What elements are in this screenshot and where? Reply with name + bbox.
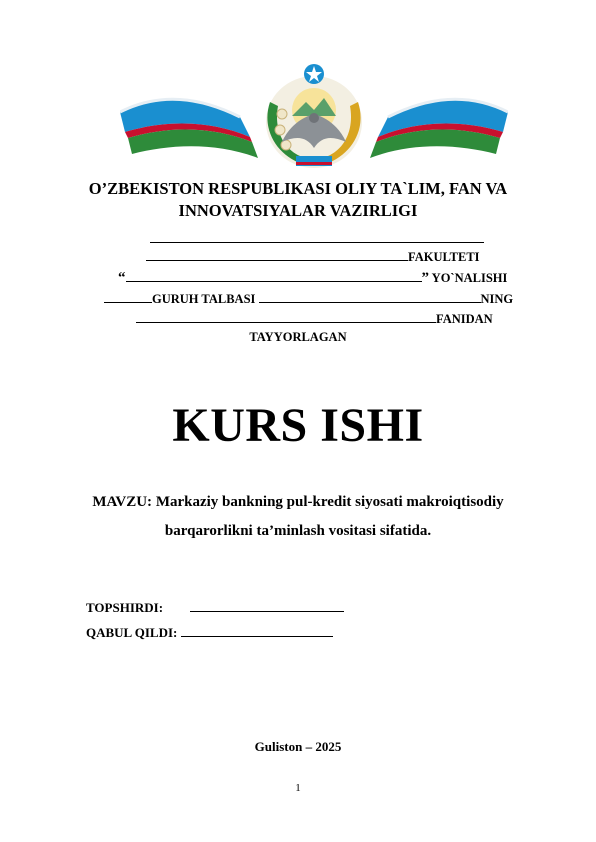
direction-line [118,270,507,287]
ning-label: NING [480,292,514,306]
group-leader-label: GURUH TALBASI [152,292,256,306]
subject-label: FANIDAN [436,312,493,326]
group-leader-line [104,292,513,307]
blank-line-top [150,232,484,247]
prepared-label: TAYYORLAGAN [249,330,347,344]
topic-label: MAVZU: [92,494,153,510]
accepted-by-blank [181,626,333,637]
topic [0,488,596,546]
ministry-line-1: O’ZBEKISTON RESPUBLIKASI OLIY TA`LIM, FAN VA [88,179,508,198]
page-number: 1 [295,782,301,794]
topic-line-2: barqarorlikni ta’minlash vositasi sifatida. [164,523,432,539]
accepted-by-label: QABUL QILDI: [86,625,178,640]
ministry-line-2: INNOVATSIYALAR VAZIRLIGI [178,201,418,220]
submitted-by-blank [190,601,344,612]
state-emblem-icon [120,62,508,172]
faculty-label: FAKULTETI [408,250,480,264]
close-quote: ” [421,270,429,286]
direction-label: YO`NALISHI [431,271,508,285]
topic-line-1: Markaziy bankning pul-kredit siyosati makroiqtisodiy [155,494,504,510]
place-year: Guliston – 2025 [254,739,342,754]
submitted-by-row [86,600,344,616]
accepted-by-row [86,625,333,641]
document-title: KURS ISHI [172,399,424,452]
subject-line [136,312,493,327]
ministry-title [0,178,596,222]
submitted-by-label: TOPSHIRDI: [86,600,164,615]
open-quote: “ [118,270,126,286]
faculty-line [146,250,480,265]
